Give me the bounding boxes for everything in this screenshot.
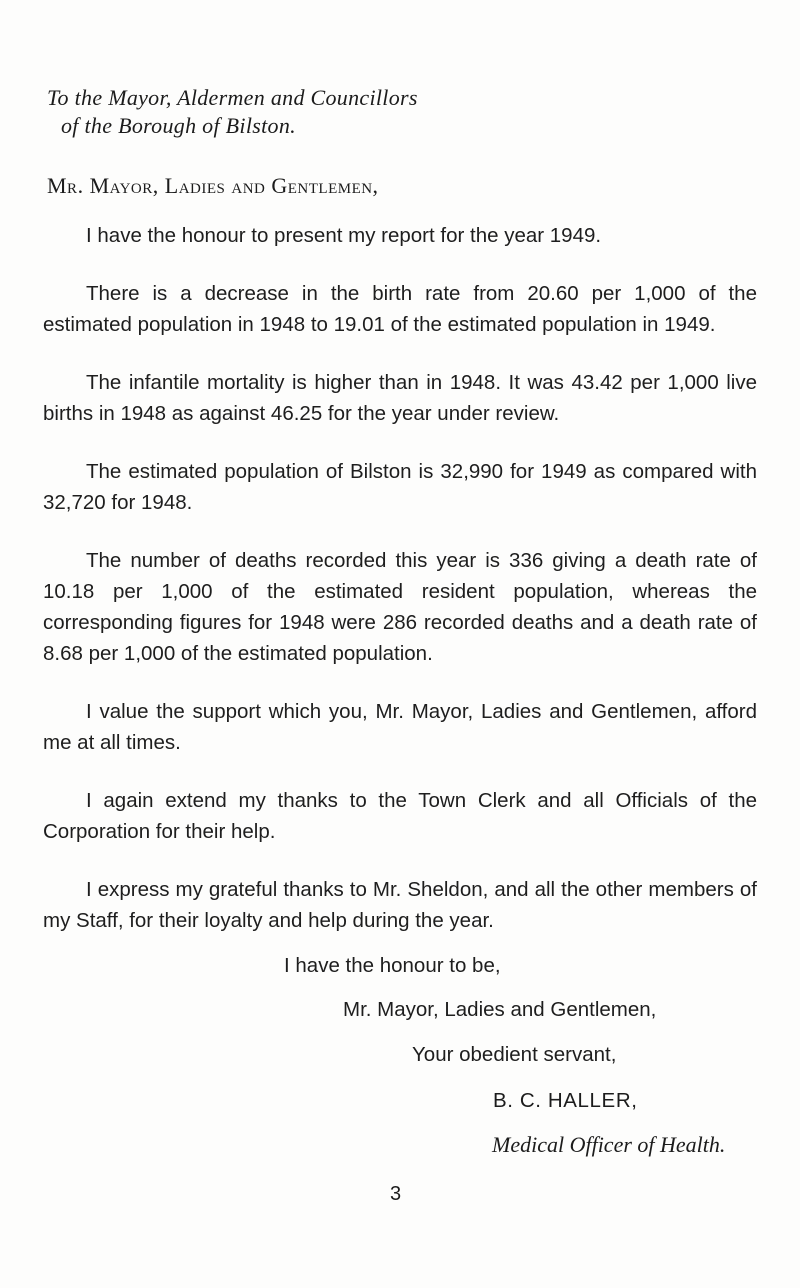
paragraph-report-intro: I have the honour to present my report for the year 1949. [86, 224, 602, 247]
address-block [47, 84, 418, 140]
paragraph-population: The estimated population of Bilston is 32,990 for 1949 as compared with 32,720 for 1948. [43, 460, 757, 514]
page-number: 3 [390, 1183, 402, 1205]
signature-name: B. C. HALLER, [493, 1089, 638, 1112]
paragraph-birth-rate: There is a decrease in the birth rate from 20.60 per 1,000 of the estimated population in 1948 to 19.01 of the estimated population in 1949. [43, 282, 757, 336]
paragraph-support: I value the support which you, Mr. Mayor, Ladies and Gentlemen, afford me at all times. [43, 700, 757, 754]
paragraph-deaths: The number of deaths recorded this year is 336 giving a death rate of 10.18 per 1,000 of the estimated resident population, whereas the corresponding figures for 1948 were 286 recorded deaths and a death rate of 8.68 per 1,000 of the estimated population. [43, 549, 757, 665]
closing-line-1: I have the honour to be, [284, 954, 501, 977]
salutation: Mr. Mayor, Ladies and Gentlemen, [47, 173, 379, 198]
paragraph-infantile-mortality: The infantile mortality is higher than in 1948. It was 43.42 per 1,000 live births in 1948 as against 46.25 for the year under review. [43, 371, 757, 425]
address-line-2: of the Borough of Bilston. [61, 113, 296, 138]
address-line-1: To the Mayor, Aldermen and Councillors [47, 85, 418, 110]
paragraph-thanks-town-clerk: I again extend my thanks to the Town Clerk and all Officials of the Corporation for their help. [43, 789, 757, 843]
signature-title: Medical Officer of Health. [492, 1132, 726, 1157]
closing-line-2: Mr. Mayor, Ladies and Gentlemen, [343, 998, 657, 1021]
paragraph-thanks-staff: I express my grateful thanks to Mr. Sheldon, and all the other members of my Staff, for their loyalty and help during the year. [43, 878, 757, 932]
closing-line-3: Your obedient servant, [412, 1043, 617, 1066]
report-body [43, 220, 757, 936]
